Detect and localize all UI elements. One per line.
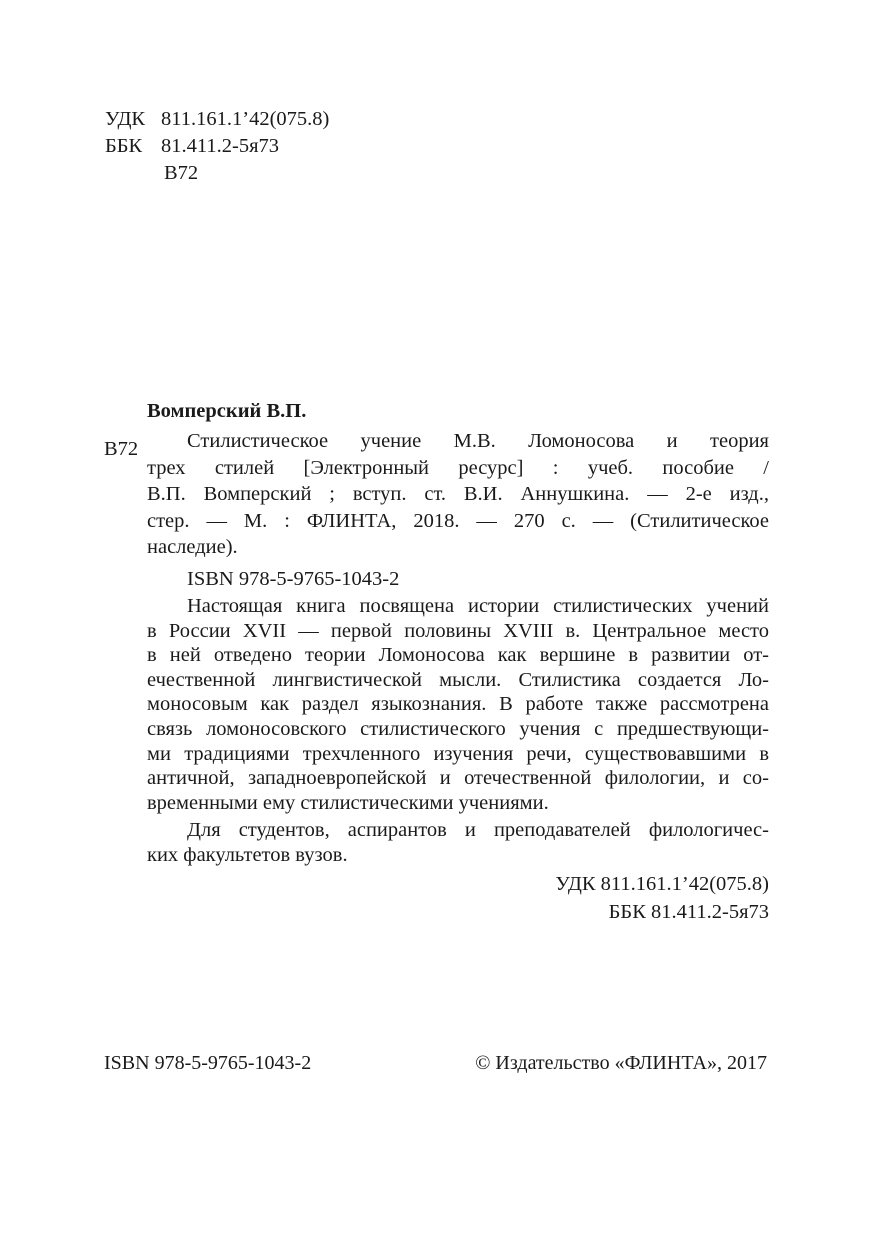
header-codes xyxy=(105,106,329,187)
abstract-line: Настоящая книга посвящена истории стилистических учений xyxy=(187,595,769,617)
bbk-label: ББК xyxy=(105,135,143,157)
udk-row xyxy=(105,106,329,133)
audience xyxy=(147,818,769,867)
footer-isbn: ISBN 978-5-9765-1043-2 xyxy=(104,1052,312,1074)
footer-copyright: © Издательство «ФЛИНТА», 2017 xyxy=(475,1052,767,1074)
classification-codes xyxy=(147,870,769,926)
author-mark-top: В72 xyxy=(164,162,199,184)
isbn-text: ISBN 978-5-9765-1043-2 xyxy=(187,568,400,590)
bib-line: Стилистическое учение М.В. Ломоносова и теория xyxy=(187,430,769,452)
bib-line: стер. — М. : ФЛИНТА, 2018. — 270 с. — (Стилитическое xyxy=(147,509,769,532)
bbk-value: 81.411.2-5я73 xyxy=(161,135,279,157)
abstract-line: ечественной лингвистической мысли. Стилистика создается Ло- xyxy=(147,668,769,691)
audience-line: Для студентов, аспирантов и преподавателей филологичес- xyxy=(187,819,769,841)
bib-line: В.П. Вомперский ; вступ. ст. В.И. Аннушкина. — 2-е изд., xyxy=(147,483,769,506)
abstract-line: временными ему стилистическими учениями. xyxy=(147,791,549,814)
bbk-row xyxy=(105,133,329,160)
author-mark: В72 xyxy=(104,438,139,460)
udk-code: УДК 811.161.1’42(075.8) xyxy=(555,873,769,895)
abstract-line: связь ломоносовского стилистического учения с предшествующи- xyxy=(147,717,769,740)
audience-line: ких факультетов вузов. xyxy=(147,843,348,866)
bbk-code: ББК 81.411.2-5я73 xyxy=(608,901,769,923)
abstract-line: античной, западноевропейской и отечественной филологии, и со- xyxy=(147,767,769,790)
abstract-line: в ней отведено теории Ломоносова как вершине в развитии от- xyxy=(147,644,769,667)
abstract-line: в России XVII — первой половины XVIII в. Центральное место xyxy=(147,619,769,642)
udk-label: УДК xyxy=(105,108,146,130)
udk-value: 811.161.1’42(075.8) xyxy=(161,108,330,130)
author-name: Вомперский В.П. xyxy=(147,400,307,422)
bib-line: наследие). xyxy=(147,536,238,559)
abstract-line: моносовым как раздел языкознания. В работе также рассмотрена xyxy=(147,693,769,716)
abstract xyxy=(147,594,769,815)
bib-line: трех стилей [Электронный ресурс] : учеб. пособие / xyxy=(147,456,769,479)
abstract-line: ми традициями трехчленного изучения речи, существовавшими в xyxy=(147,742,769,765)
bib-isbn xyxy=(147,566,769,593)
bib-description xyxy=(147,428,769,561)
